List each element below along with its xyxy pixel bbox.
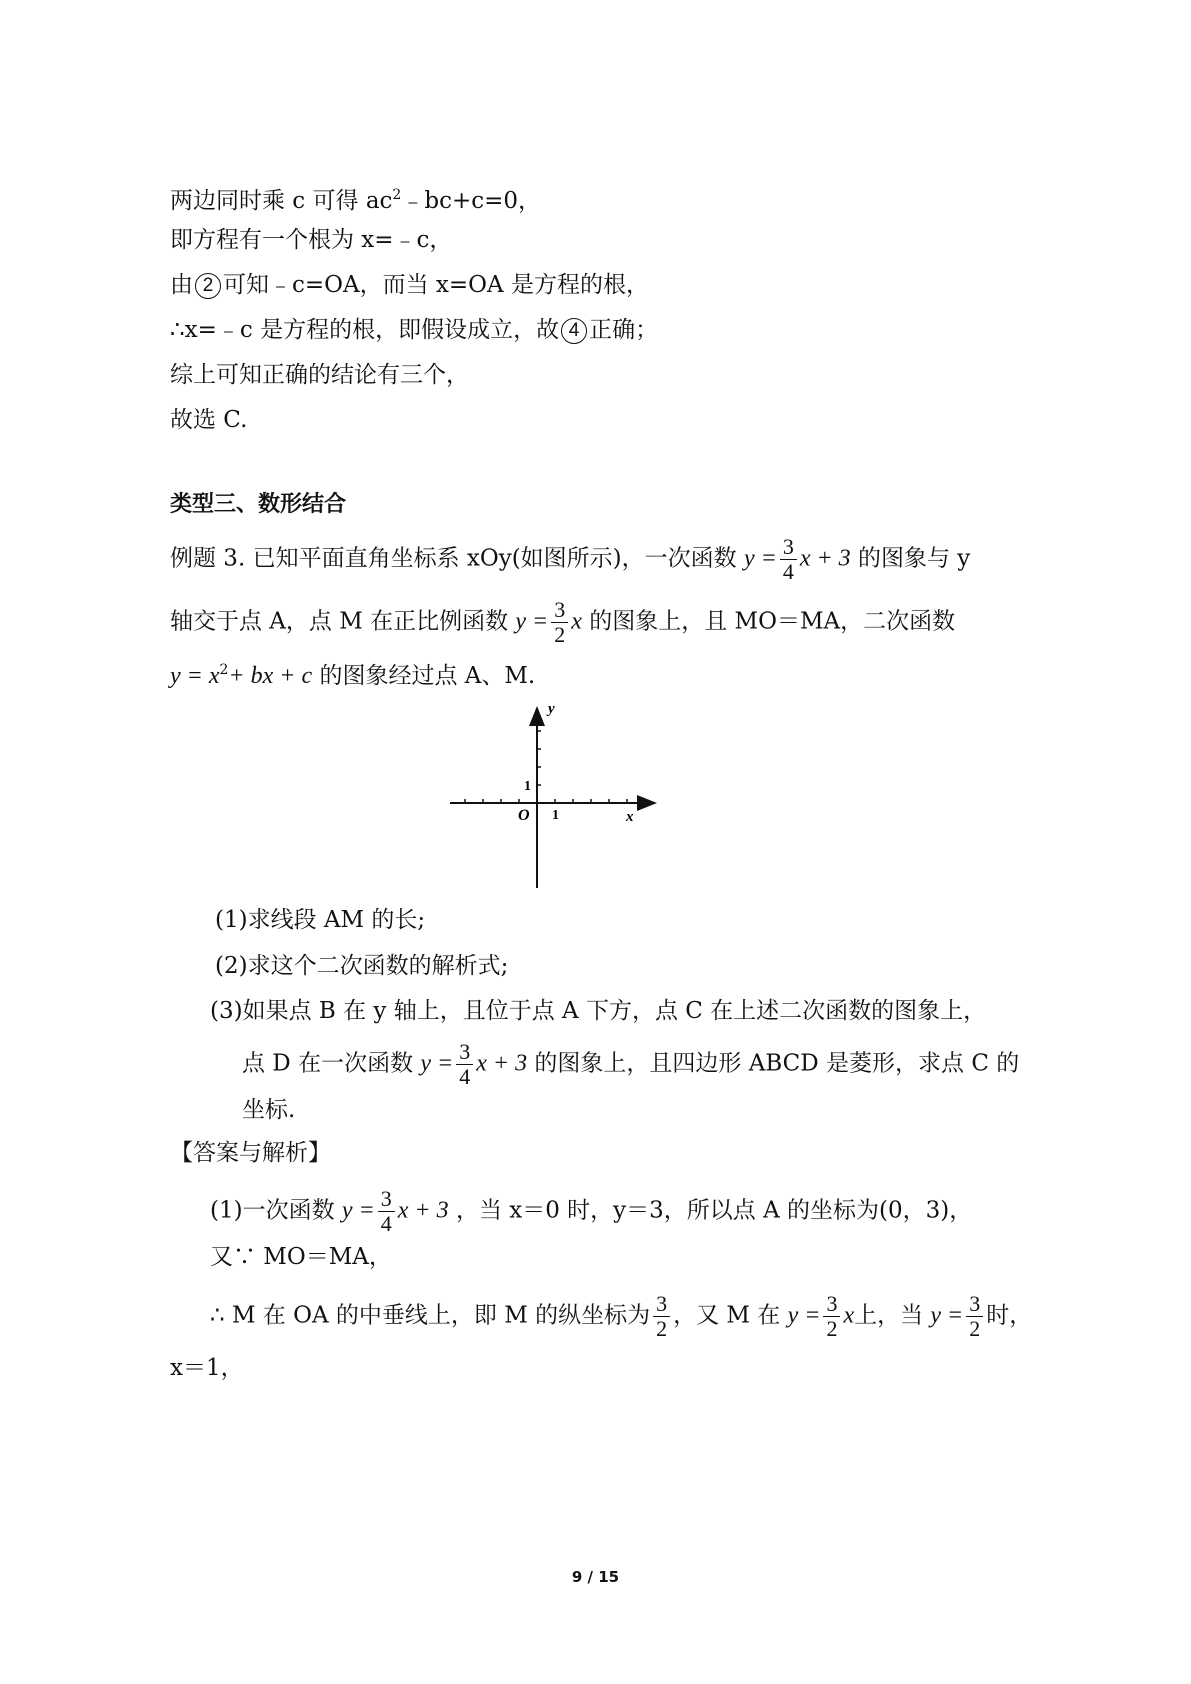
text-line-5 [170,360,469,390]
circled-number: 2 [195,273,221,299]
text-line-6 [170,405,247,435]
answer-line-4: x＝1， [170,1355,244,1381]
text: 的图象上，且四边形 ABCD 是菱形，求点 C 的 [534,1050,1020,1077]
x-axis-label: x [626,809,634,825]
numerator: 3 [780,535,797,560]
numerator: 3 [378,1187,395,1212]
superscript: 2 [219,662,229,678]
denominator: 2 [969,1316,981,1341]
fraction [378,1187,395,1236]
text: 上，当 [854,1302,924,1329]
text: 的图象经过点 A、M. [319,663,536,689]
math: x [571,608,582,635]
numerator: 3 [456,1040,473,1065]
denominator: 4 [459,1064,471,1089]
text: ﹣bc+c=0， [401,188,542,214]
fraction [653,1292,670,1341]
fraction [823,1292,840,1341]
text: ∴ M 在 OA 的中垂线上，即 M 的纵坐标为 [210,1302,651,1329]
denominator: 4 [782,559,794,584]
text: 由 [170,272,193,298]
numerator: 3 [966,1292,983,1317]
math: + bx + c [228,663,313,689]
question-3-line-3: 坐标. [242,1097,296,1123]
text: 可知﹣c=OA，而当 x=OA 是方程的根， [223,272,649,298]
y-axis-label: y [548,701,555,717]
math: x + 3 [476,1050,528,1077]
question-3-line-2 [242,1040,1019,1089]
x-unit-label: 1 [552,808,559,823]
question-3-line-1: (3)如果点 B 在 y 轴上，且位于点 A 下方，点 C 在上述二次函数的图象上， [210,998,987,1024]
answer-line-1 [210,1187,972,1236]
y-unit-label: 1 [524,779,531,794]
example-line-3 [170,655,535,691]
origin-label: O [518,807,530,824]
math: x [843,1302,855,1329]
math: y = [420,1050,454,1077]
answer-line-2: 又∵ MO＝MA， [210,1244,392,1270]
math: y = [930,1302,964,1329]
text: ，当 x＝0 时，y＝3，所以点 A 的坐标为(0，3)， [455,1197,973,1224]
page-number: 9 / 15 [571,1568,620,1586]
section-heading: 类型三、数形结合 [170,492,347,517]
superscript: 2 [392,187,402,203]
text-line-3 [170,270,649,300]
math: y = [515,608,549,635]
math: y = x [170,663,220,689]
text: 综上可知正确的结论有三个， [170,362,469,388]
answer-heading: 【答案与解析】 [170,1140,331,1166]
math: y = [787,1302,821,1329]
denominator: 2 [826,1316,838,1341]
text-line-4 [170,315,658,345]
text: 例题 3. 已知平面直角坐标系 xOy(如图所示)，一次函数 [170,545,737,572]
text: 点 D 在一次函数 [242,1050,414,1077]
answer-line-3 [210,1292,1032,1341]
text: 轴交于点 A，点 M 在正比例函数 [170,608,509,635]
denominator: 2 [656,1316,668,1341]
fraction [456,1040,473,1089]
text: (1)一次函数 [210,1197,335,1224]
fraction [780,535,797,584]
question-1: (1)求线段 AM 的长; [215,907,426,933]
question-2: (2)求这个二次函数的解析式; [215,953,509,979]
text: 的图象与 y [858,545,971,572]
math: x + 3 [799,545,851,572]
text: ∴x=﹣c 是方程的根，即假设成立，故 [170,317,560,343]
text-line-1 [170,180,541,216]
text: ，又 M 在 [673,1302,781,1329]
text: 的图象上，且 MO＝MA，二次函数 [589,608,956,635]
denominator: 2 [554,622,566,647]
text: 即方程有一个根为 x=﹣c， [170,227,453,253]
example-line-2 [170,598,955,647]
numerator: 3 [551,598,568,623]
text: 故选 C. [170,407,248,433]
text: 时， [986,1302,1033,1329]
numerator: 3 [823,1292,840,1317]
math: x + 3 [397,1197,449,1224]
coordinate-graph [480,701,660,898]
example-line-1 [170,535,970,584]
text: 正确； [589,317,659,343]
text-line-2 [170,225,452,255]
math: y = [743,545,777,572]
denominator: 4 [380,1211,392,1236]
numerator: 3 [653,1292,670,1317]
fraction [551,598,568,647]
fraction [966,1292,983,1341]
text: 两边同时乘 c 可得 ac [170,188,393,214]
circled-number: 4 [561,318,587,344]
math: y = [341,1197,375,1224]
